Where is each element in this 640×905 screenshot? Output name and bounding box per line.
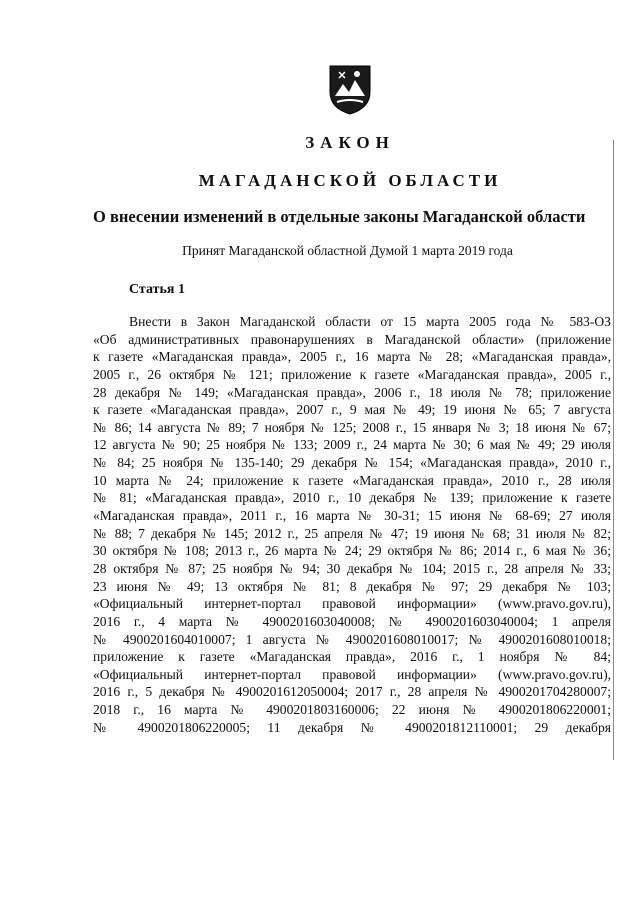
article-line: к газете «Магаданская правда», 2007 г., 9 мая № 49; 19 июня № 65; 7 августа: [93, 402, 611, 418]
article-line: «Официальный интернет-портал правовой информации» (www.pravo.gov.ru),: [93, 666, 611, 682]
article-line: «Магаданская правда», 2011 г., 16 марта № 30-31; 15 июня № 68-69; 27 июля: [93, 508, 611, 524]
article-line: № 86; 14 августа № 89; 7 ноября № 125; 2008 г., 15 января № 3; 18 июня № 67;: [93, 419, 611, 435]
article-line: приложение к газете «Магаданская правда», 2016 г., 1 ноября № 84;: [93, 649, 611, 665]
article-line: 10 марта № 24; приложение к газете «Магаданская правда», 2010 г., 28 июля: [93, 472, 611, 488]
law-title: О внесении изменений в отдельные законы Магаданской области: [93, 207, 586, 226]
article-line: № 81; «Магаданская правда», 2010 г., 10 декабря № 139; приложение к газете: [93, 490, 611, 506]
article-line: 2005 г., 26 октября № 121; приложение к газете «Магаданская правда», 2005 г.,: [93, 366, 611, 382]
article-line: № 84; 25 ноября № 135-140; 29 декабря № 154; «Магаданская правда», 2010 г.,: [93, 455, 611, 471]
article-line: к газете «Магаданская правда», 2005 г., 16 марта № 28; «Магаданская правда»,: [93, 349, 611, 365]
article-line: 2016 г., 5 декабря № 4900201612050004; 2017 г., 28 апреля № 4900201704280007;: [93, 684, 611, 700]
adoption-note: Принят Магаданской областной Думой 1 марта 2019 года: [182, 243, 513, 258]
article-line: 30 октября № 108; 2013 г., 26 марта № 24; 29 октября № 86; 2014 г., 6 мая № 36;: [93, 543, 611, 559]
law-word-heading: ЗАКОН: [305, 133, 395, 152]
article-body: [93, 313, 611, 736]
article-line: 28 декабря № 149; «Магаданская правда», 2006 г., 18 июля № 78; приложение: [93, 384, 611, 400]
article-line: 2018 г., 16 марта № 4900201803160006; 22 июня № 4900201806220001;: [93, 702, 611, 718]
scan-edge-line: [613, 140, 614, 760]
article-line: 28 октября № 87; 25 ноября № 94; 30 декабря № 104; 2015 г., 28 апреля № 33;: [93, 560, 611, 576]
article-line: № 88; 7 декабря № 145; 2012 г., 25 апреля № 47; 19 июня № 68; 31 июля № 82;: [93, 525, 611, 541]
article-line: 23 июня № 49; 13 октября № 81; 8 декабря № 97; 29 декабря № 103;: [93, 578, 611, 594]
article-line: 2016 г., 4 марта № 4900201603040008; № 4900201603040004; 1 апреля: [93, 613, 611, 629]
article-line: «Об административных правонарушениях в Магаданской области» (приложение: [93, 331, 611, 347]
region-heading: МАГАДАНСКОЙ ОБЛАСТИ: [198, 171, 502, 190]
article-line: «Официальный интернет-портал правовой информации» (www.pravo.gov.ru),: [93, 596, 611, 612]
article-heading: Статья 1: [129, 282, 185, 297]
article-line: № 4900201806220005; 11 декабря № 4900201812110001; 29 декабря: [93, 719, 611, 735]
coat-of-arms-icon: [327, 62, 373, 116]
article-line: № 4900201604010007; 1 августа № 4900201608010017; № 4900201608010018;: [93, 631, 611, 647]
article-line: Внести в Закон Магаданской области от 15 марта 2005 года № 583-ОЗ: [129, 314, 611, 329]
article-line: 12 августа № 90; 25 ноября № 133; 2009 г., 24 марта № 30; 6 мая № 49; 29 июля: [93, 437, 611, 453]
